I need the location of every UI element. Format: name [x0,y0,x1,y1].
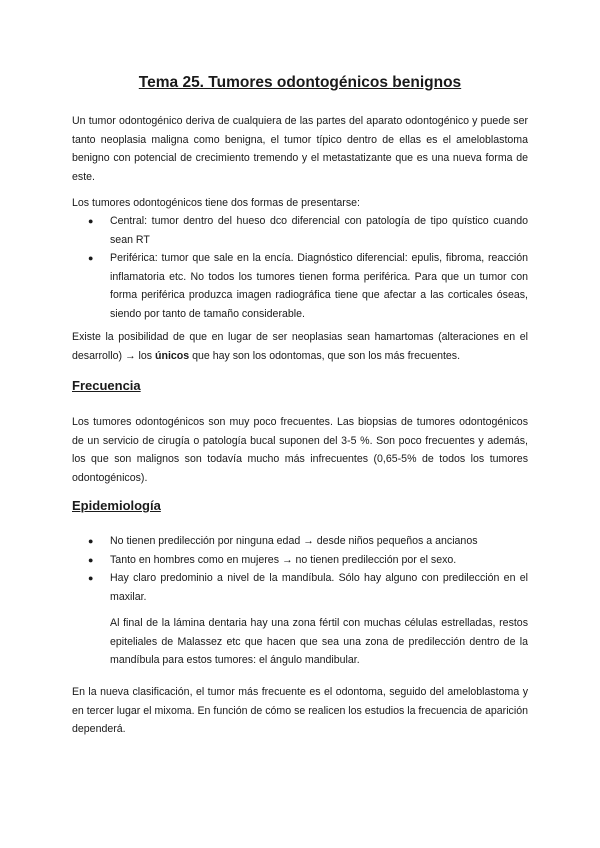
clasificacion-paragraph: En la nueva clasificación, el tumor más frecuente es el odontoma, seguido del ameloblastoma y en tercer lugar el mixoma. En función de cómo se realicen los estudios la frecuencia de aparición dependerá. [72,686,528,736]
list-item-text: Periférica: tumor que sale en la encía. Diagnóstico diferencial: epulis, fibroma, reacción inflamatoria etc. No todos los tumores tienen forma periférica. Para que un tumor con forma periférica produzca imagen radiográfica tiene que afectar a las corticales óseas, siendo por tanto de tamaño considerable. [110,252,528,320]
bullet-icon: ● [88,573,94,584]
list-item [72,551,528,570]
list-item [72,212,528,249]
list-item [72,249,528,323]
lamina-paragraph: Al final de la lámina dentaria hay una zona fértil con muchas células estrelladas, restos epiteliales de Malassez etc que hacen que sea una zona de predilección dentro de la mandíbula para estos tumores: el ángulo mandibular. [110,617,528,667]
list-item-text: Central: tumor dentro del hueso dco diferencial con patología de tipo quístico cuando sean RT [110,215,528,246]
section-heading-epidemiologia: Epidemiología [72,498,161,513]
page-title: Tema 25. Tumores odontogénicos benignos [138,74,462,91]
hamartomas-text-before: Existe la posibilidad de que en lugar de ser neoplasias sean hamartomas (alteraciones en el desarrollo) → los [72,331,528,362]
list-item [72,532,528,551]
list-item-text: Tanto en hombres como en mujeres → no tienen predilección por el sexo. [110,553,457,566]
bullet-icon: ● [88,253,94,264]
bullet-icon: ● [88,216,94,226]
formas-list [72,212,528,324]
hamartomas-text-bold: únicos [155,349,190,362]
bullet-icon: ● [88,536,94,546]
intro-paragraph: Un tumor odontogénico deriva de cualquiera de las partes del aparato odontogénico y puede ser tanto neoplasia maligna como benigna, el tumor típico dentro de ellas es el ameloblastoma benigno con potencial de crecimiento tremendo y el metastatizante que es una nueva forma de este. [72,115,528,183]
list-item-text: Hay claro predominio a nivel de la mandíbula. Sólo hay alguno con predilección en el maxilar. [110,572,528,603]
epidemiologia-list [72,532,528,606]
list-item-text: No tienen predilección por ninguna edad → desde niños pequeños a ancianos [110,535,478,547]
hamartomas-text-after: que hay son los odontomas, que son los más frecuentes. [189,349,461,362]
list-item [72,569,528,606]
hamartomas-paragraph [72,328,528,365]
section-heading-frecuencia: Frecuencia [72,378,141,393]
frecuencia-paragraph: Los tumores odontogénicos son muy poco frecuentes. Las biopsias de tumores odontogénicos de un servicio de cirugía o patología bucal suponen del 3-5 %. Son poco frecuentes y además, los que son malignos son todavía mucho más infrecuentes (0,65-5% de todos los tumores odontogénicos). [72,416,528,484]
bullet-icon: ● [88,554,94,565]
formas-intro: Los tumores odontogénicos tiene dos formas de presentarse: [72,197,360,209]
